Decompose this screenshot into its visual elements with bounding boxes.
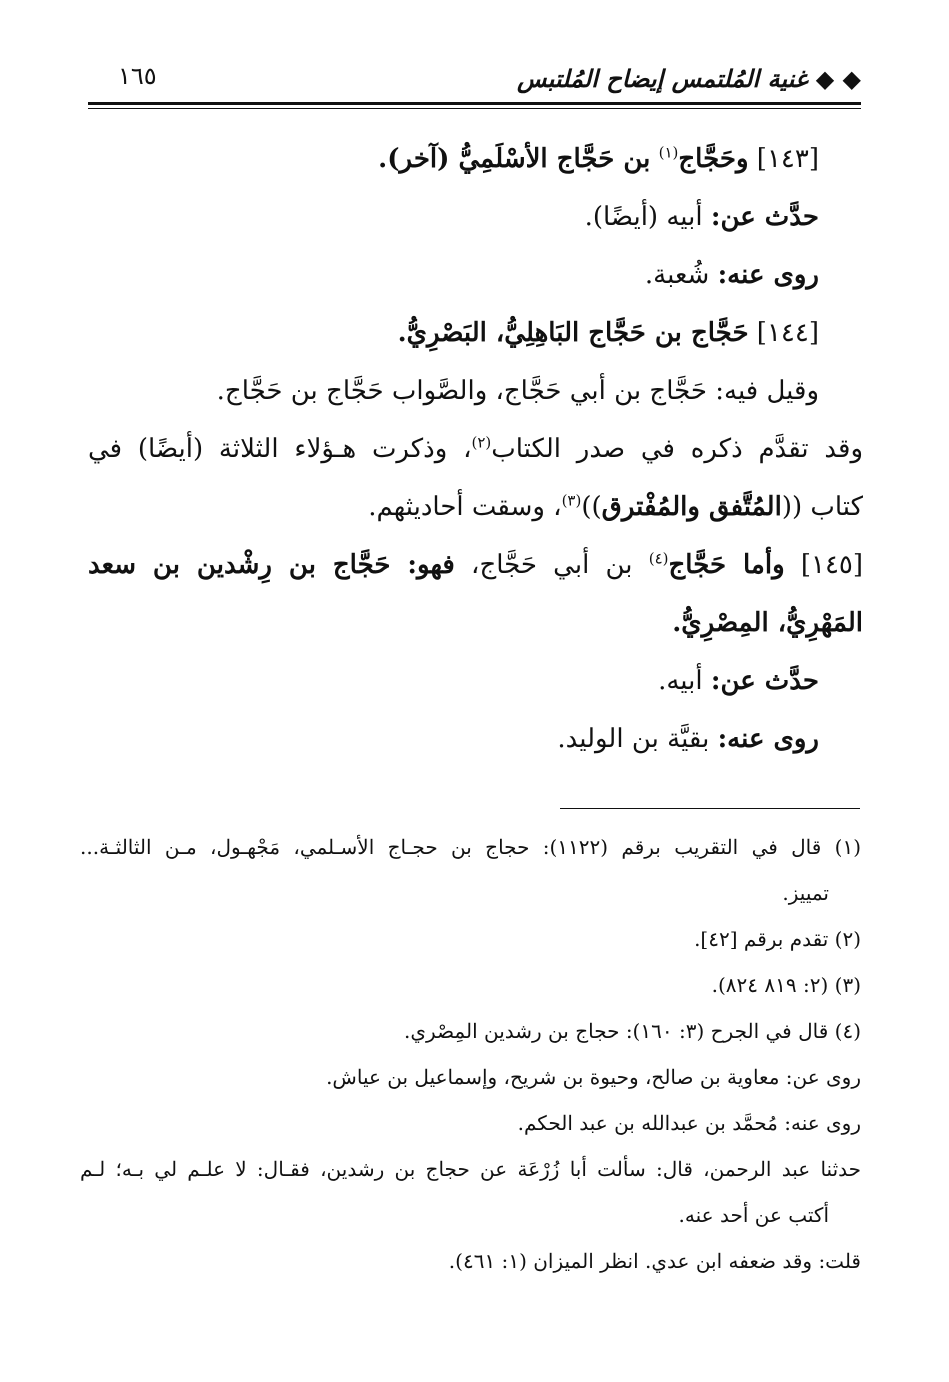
entry-name-rest: بن حَجَّاج الأسْلَمِيُّ (آخر). [378,144,651,174]
alt-name-text: وقيل فيه: حَجَّاج بن أبي حَجَّاج، والصَّواب حَجَّاج بن حَجَّاج. [216,376,819,406]
running-header [88,58,861,98]
book-title: ◆ ◆ غنية المُلتمس إيضاح المُلتبس [517,64,861,93]
entry-name: وأما حَجَّاج [668,550,785,580]
entry-143-narrated-by [88,246,819,304]
entry-145-heading-cont [88,594,863,652]
footnote-3: (٣) (٢: ٨١٩ ٨٢٤). [711,973,861,997]
header-rule-thin [88,108,861,109]
footnote-4-quote: حدثنا عبد الرحمن، قال: سألت أبا زُرْعَة عن حجاج بن رشدين، فقـال: لا علـم لي بـه؛ لـم [80,1157,861,1181]
footnote-separator [560,808,860,809]
label-narrated-by: روى عنه: [717,260,819,290]
entry-145-narrated-by [88,710,819,768]
previous-mention-text: وقد تقدَّم ذكره في صدر الكتاب [491,434,863,464]
narrated-by-text: شُعبة. [644,260,710,290]
label-narrated-from: حدَّث عن: [710,666,819,696]
entry-143-heading [88,130,819,188]
book-ref-rest: ، وسقت أحاديثهم. [368,492,562,522]
book-ref-suffix: )) [581,492,602,522]
narrated-by-text: بقيَّة بن الوليد. [557,724,710,754]
footnote-4-narrated-by: روى عنه: مُحمَّد بن عبدالله بن عبد الحكم. [517,1111,861,1135]
entry-145-heading [88,536,863,594]
footnote-1: (١) قال في التقريب برقم (١١٢٢): حجاج بن حجـاج الأسـلمي، مَجْهـول، مـن الثالثـة... [80,835,861,859]
footnote-ref: (٢) [471,433,492,452]
footnote-ref: (٤) [648,549,669,568]
footnote-ref: (٣) [561,491,582,510]
entry-number: [١٤٥] [800,550,863,580]
entry-name: حَجَّاج بن حَجَّاج البَاهِلِيُّ، البَصْرِيُّ. [397,318,749,348]
label-narrated-from: حدَّث عن: [710,202,819,232]
entry-145-narrated-from [88,652,819,710]
entry-name-mid: بن أبي حَجَّاج، [471,550,633,580]
book-ref-prefix: كتاب (( [781,492,863,522]
book-title-ref: المُتَّفق والمُفْترق [601,492,782,522]
footnote-ref: (١) [658,143,679,162]
entry-144-heading [88,304,819,362]
entry-number: [١٤٣] [756,144,819,174]
entry-number: [١٤٤] [756,318,819,348]
entry-143-narrated-from [88,188,819,246]
narrated-from-text: أبيه (أيضًا). [584,202,703,232]
footnote-2: (٢) تقدم برقم [٤٢]. [694,927,861,951]
footnote-4-comment: قلت: وقد ضعفه ابن عدي. انظر الميزان (١: ٤٦١). [448,1249,861,1273]
label-narrated-by: روى عنه: [717,724,819,754]
entry-name-rest: فهو: حَجَّاج بن رِشْدين بن سعد [88,550,455,580]
narrated-from-text: أبيه. [658,666,703,696]
entry-144-book-ref [88,478,863,536]
main-text [88,130,863,768]
header-rule-thick [88,102,861,105]
footnote-4: (٤) قال في الجرح (٣: ١٦٠): حجاج بن رشدين المِصْري. [404,1019,861,1043]
footnote-4-narrated-from: روى عن: معاوية بن صالح، وحيوة بن شريح، وإسماعيل بن عياش. [326,1065,861,1089]
previous-mention-rest: ، وذكرت هـؤلاء الثلاثة (أيضًا) في [88,434,472,464]
page-number: ١٦٥ [118,62,157,90]
footnote-1-cont: تمييز. [782,881,829,905]
footnote-4-quote-cont: أكتب عن أحد عنه. [678,1203,829,1227]
entry-144-alt-name [88,362,819,420]
entry-144-previous-mention [88,420,863,478]
entry-name: وحَجَّاج [678,144,749,174]
entry-name-line2: المَهْرِيُّ، المِصْرِيُّ. [672,608,863,638]
footnotes [80,824,861,1284]
